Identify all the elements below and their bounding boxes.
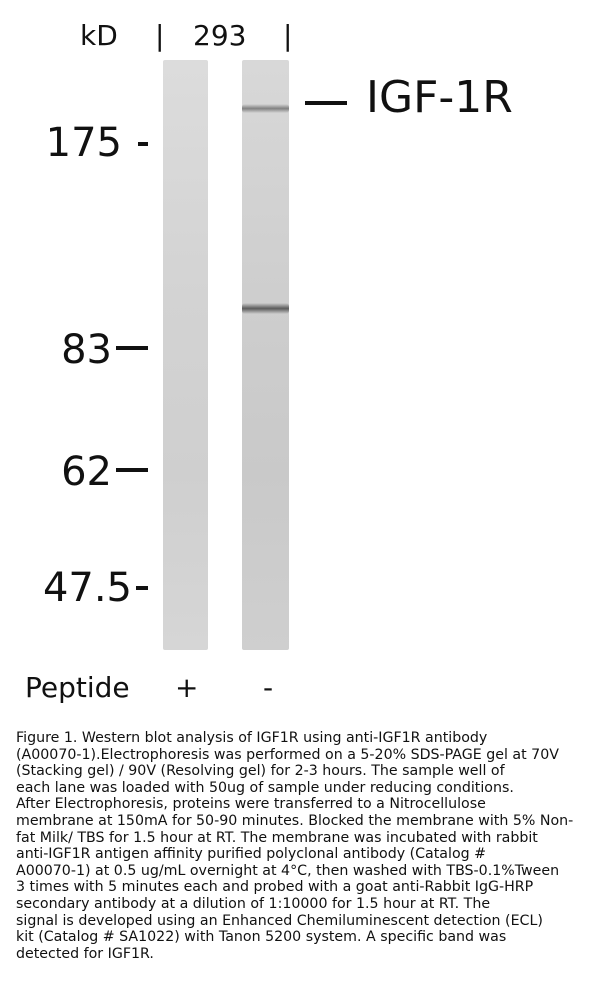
caption-line: 3 times with 5 minutes each and probed with a goat anti-Rabbit IgG-HRP xyxy=(16,879,534,896)
marker-62-tick xyxy=(116,468,148,472)
igf1r-band xyxy=(242,104,289,113)
separator-right: | xyxy=(283,19,293,52)
caption-line: each lane was loaded with 50ug of sample under reducing conditions. xyxy=(16,779,514,796)
marker-175-tick xyxy=(138,142,148,146)
secondary-band xyxy=(242,303,289,314)
caption-line: fat Milk/ TBS for 1.5 hour at RT. The membrane was incubated with rabbit xyxy=(16,829,538,846)
peptide-label: Peptide xyxy=(25,671,130,704)
marker-47-5-label: 47.5 xyxy=(42,565,132,611)
caption-line: (Stacking gel) / 90V (Resolving gel) for 2-3 hours. The sample well of xyxy=(16,763,505,780)
caption-line: kit (Catalog # SA1022) with Tanon 5200 system. A specific band was xyxy=(16,929,507,946)
kd-unit-label: kD xyxy=(80,19,118,52)
caption-line: A00070-1) at 0.5 ug/mL overnight at 4°C, then washed with TBS-0.1%Tween xyxy=(16,862,560,879)
blot-lane-peptide-minus xyxy=(242,60,289,650)
cell-line-label: 293 xyxy=(193,19,247,52)
caption-line: secondary antibody at a dilution of 1:10000 for 1.5 hour at RT. The xyxy=(16,895,491,912)
marker-62-label: 62 xyxy=(61,449,112,495)
caption-line: membrane at 150mA for 50-90 minutes. Blocked the membrane with 5% Non- xyxy=(16,812,574,829)
figure-caption xyxy=(16,730,590,962)
blot-lane-peptide-plus xyxy=(163,60,208,650)
lane2-peptide-minus: - xyxy=(263,671,274,704)
marker-83-tick xyxy=(116,346,148,350)
caption-line: signal is developed using an Enhanced Chemiluminescent detection (ECL) xyxy=(16,912,543,929)
caption-line: detected for IGF1R. xyxy=(16,945,154,962)
caption-line: (A00070-1).Electrophoresis was performed on a 5-20% SDS-PAGE gel at 70V xyxy=(16,746,559,763)
caption-line: anti-IGF1R antigen affinity purified polyclonal antibody (Catalog # xyxy=(16,846,487,863)
marker-47-5-tick xyxy=(136,586,148,590)
marker-175-label: 175 xyxy=(45,120,122,166)
igf1r-pointer-line xyxy=(305,101,347,105)
igf1r-band-label: IGF-1R xyxy=(366,72,513,123)
caption-line: After Electrophoresis, proteins were transferred to a Nitrocellulose xyxy=(16,796,486,813)
marker-83-label: 83 xyxy=(61,327,112,373)
caption-line: Figure 1. Western blot analysis of IGF1R using anti-IGF1R antibody xyxy=(16,730,488,746)
separator-left: | xyxy=(155,19,165,52)
lane1-peptide-plus: + xyxy=(175,671,199,704)
